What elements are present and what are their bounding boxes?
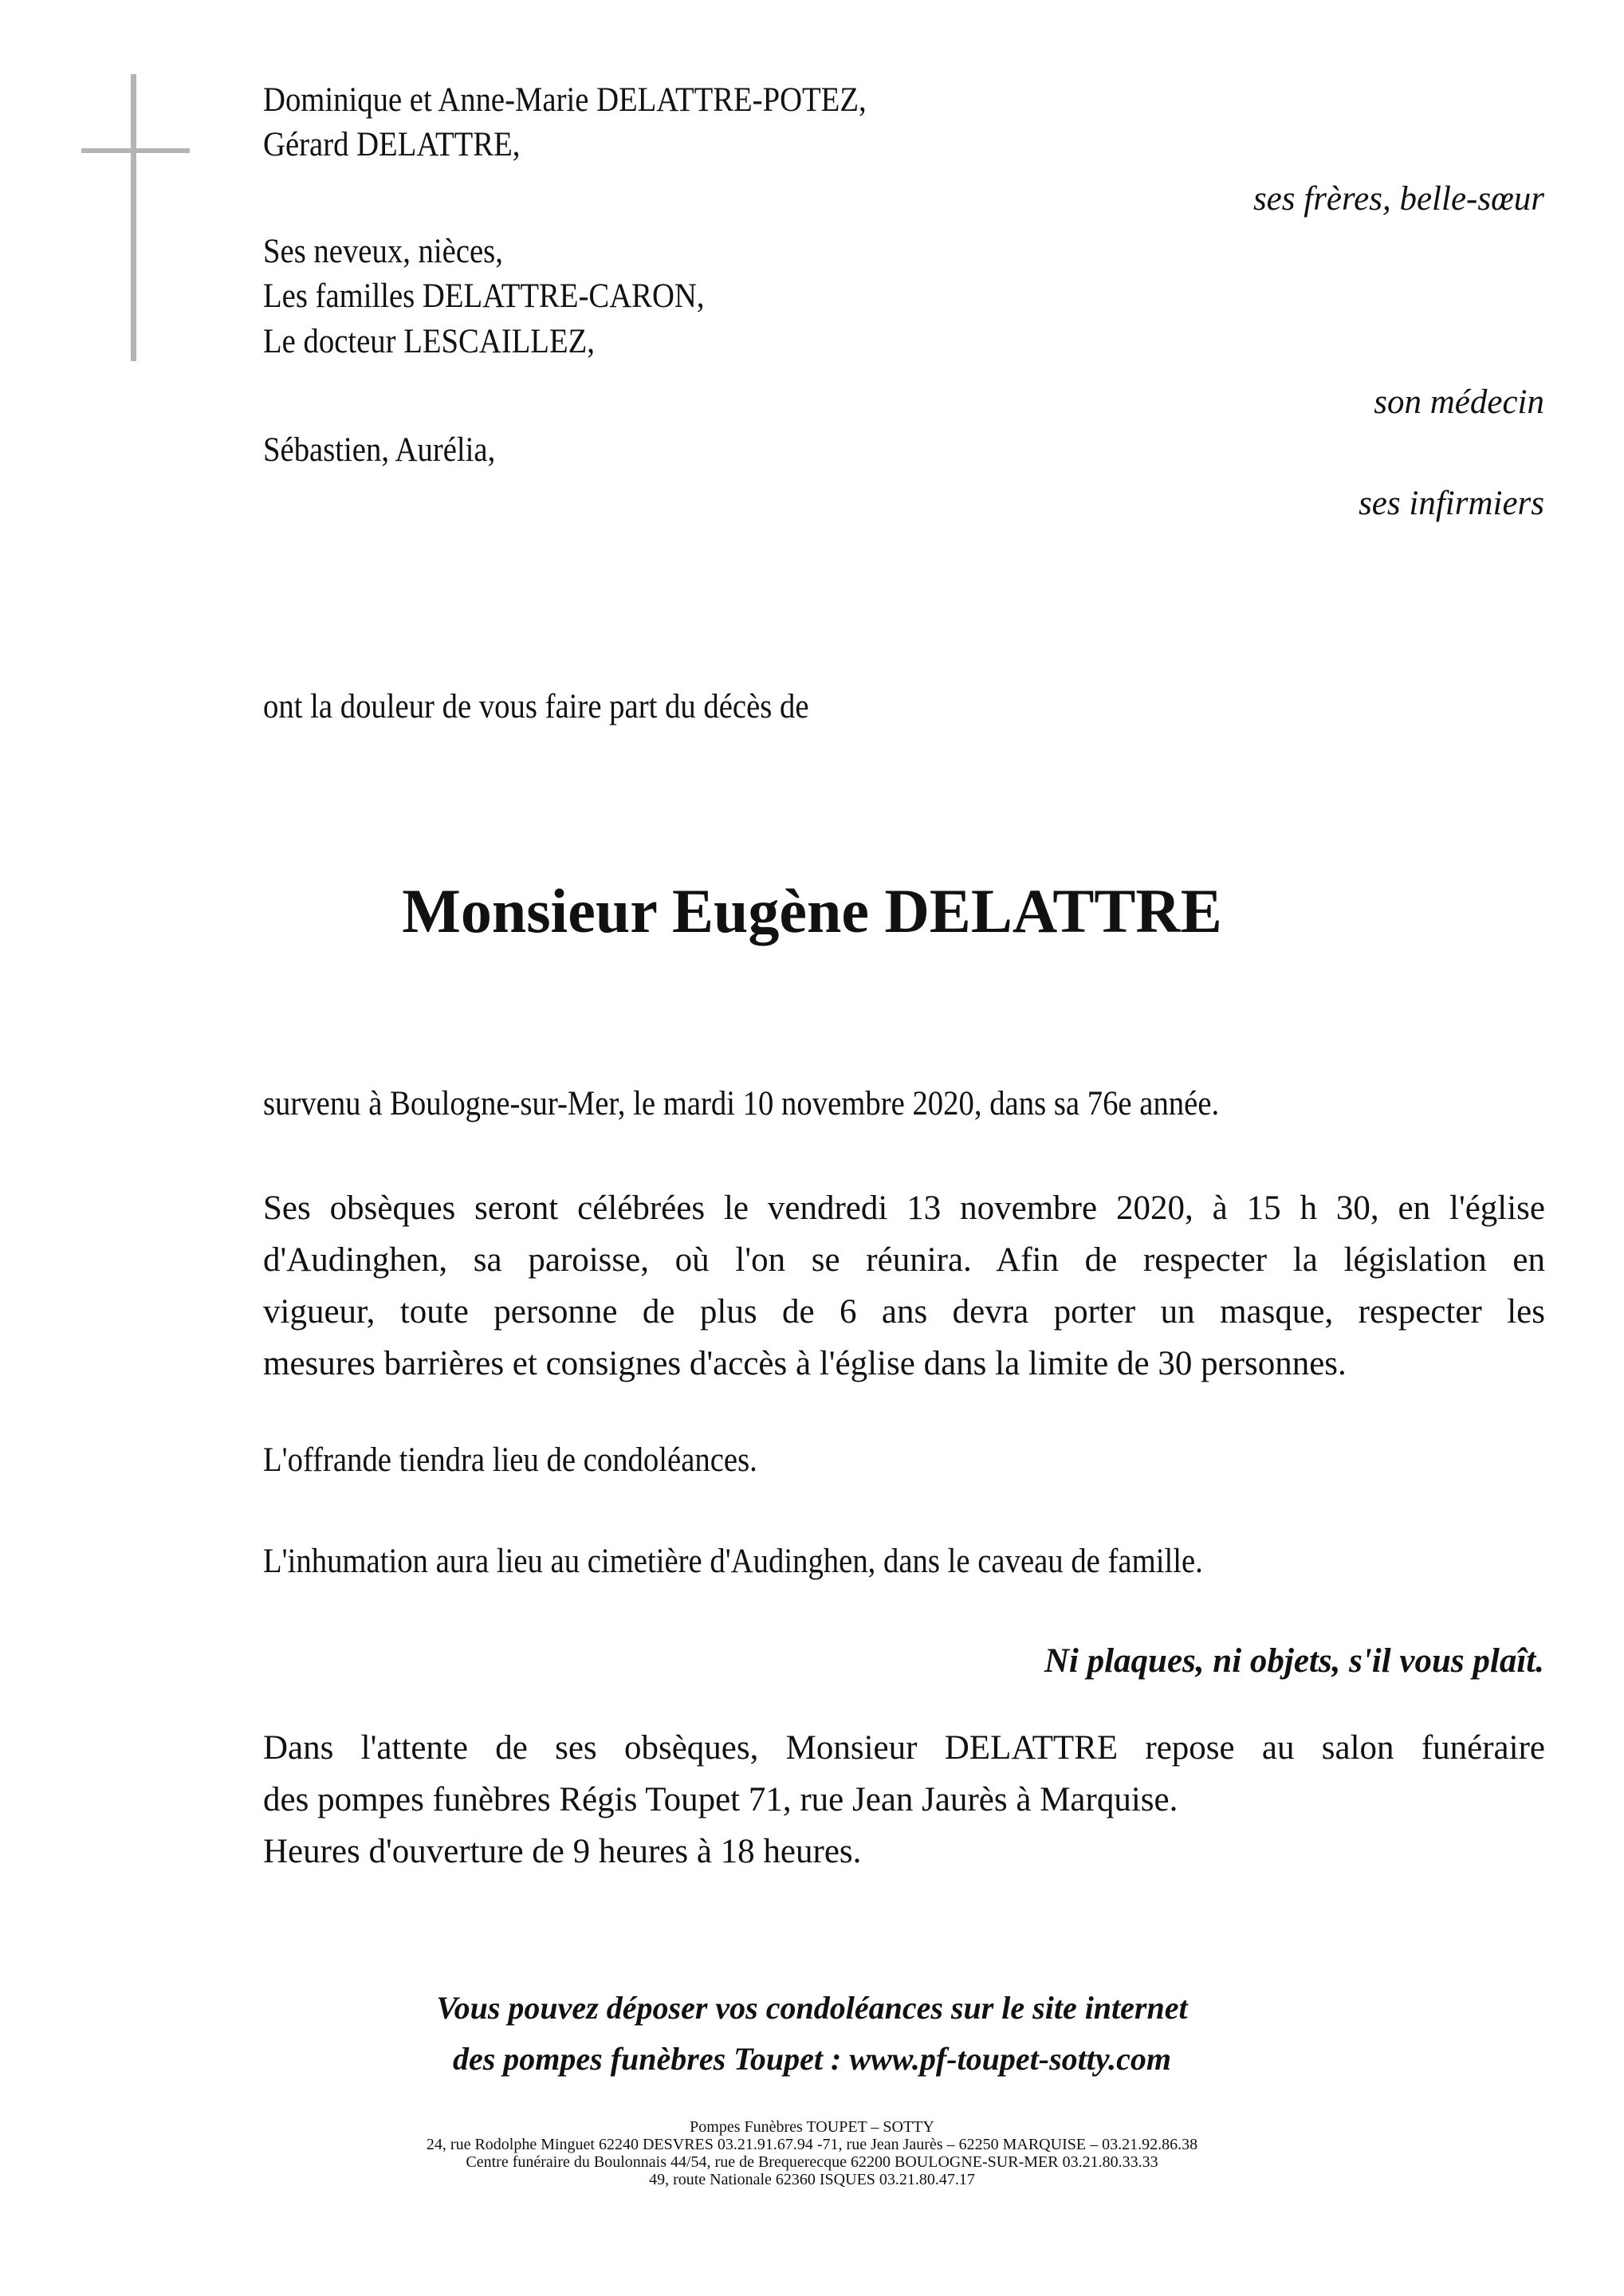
cross-horizontal-bar xyxy=(81,148,190,153)
condolences-line-with-link[interactable]: des pompes funèbres Toupet : www.pf-toupet-sotty.com xyxy=(452,2041,1172,2077)
condolences-line: Vous pouvez déposer vos condoléances sur le site internet xyxy=(436,1990,1188,2026)
relation-label: ses infirmiers xyxy=(1359,485,1544,522)
family-line: Les familles DELATTRE-CARON, xyxy=(263,277,705,315)
footer-address: Centre funéraire du Boulonnais 44/54, rue de Brequerecque 62200 BOULOGNE-SUR-MER 03.21.80.33.33 xyxy=(466,2153,1158,2171)
family-line: Gérard DELATTRE, xyxy=(263,126,521,163)
family-line: Dominique et Anne-Marie DELATTRE-POTEZ, xyxy=(263,81,867,119)
funeral-line: d'Audinghen, sa paroisse, où l'on se réunira. Afin de respecter la législation en xyxy=(263,1241,1545,1279)
burial-text: L'inhumation aura lieu au cimetière d'Audinghen, dans le caveau de famille. xyxy=(263,1543,1203,1580)
repose-line: Heures d'ouverture de 9 heures à 18 heures. xyxy=(263,1833,862,1870)
funeral-line: vigueur, toute personne de plus de 6 ans devra porter un masque, respecter les xyxy=(263,1293,1545,1331)
funeral-line: Ses obsèques seront célébrées le vendredi 13 novembre 2020, à 15 h 30, en l'église xyxy=(263,1189,1545,1227)
family-line: Ses neveux, nièces, xyxy=(263,233,503,270)
repose-paragraph xyxy=(263,1722,1545,1877)
funeral-home-footer xyxy=(0,2118,1624,2188)
repose-line: des pompes funèbres Régis Toupet 71, rue Jean Jaurès à Marquise. xyxy=(263,1781,1178,1818)
footer-address: 49, route Nationale 62360 ISQUES 03.21.80.47.17 xyxy=(649,2171,975,2188)
family-line: Sébastien, Aurélia, xyxy=(263,431,496,469)
footer-company-name: Pompes Funèbres TOUPET – SOTTY xyxy=(690,2118,934,2136)
footer-address: 24, rue Rodolphe Minguet 62240 DESVRES 03.21.91.67.94 -71, rue Jean Jaurès – 62250 MARQUISE – 03.21.92.86.38 xyxy=(426,2136,1198,2153)
family-line: Le docteur LESCAILLEZ, xyxy=(263,323,595,360)
repose-line: Dans l'attente de ses obsèques, Monsieur DELATTRE repose au salon funéraire xyxy=(263,1729,1545,1767)
no-plaques-notice: Ni plaques, ni objets, s'il vous plaît. xyxy=(1044,1642,1544,1680)
relation-label: son médecin xyxy=(1374,383,1544,421)
announcement-text: ont la douleur de vous faire part du décès de xyxy=(263,688,809,725)
deceased-name: Monsieur Eugène DELATTRE xyxy=(402,876,1222,946)
funeral-line: mesures barrières et consignes d'accès à l'église dans la limite de 30 personnes. xyxy=(263,1345,1347,1382)
funeral-paragraph xyxy=(263,1182,1545,1390)
condolences-notice xyxy=(0,1983,1624,2085)
death-info: survenu à Boulogne-sur-Mer, le mardi 10 novembre 2020, dans sa 76e année. xyxy=(263,1085,1220,1122)
offering-text: L'offrande tiendra lieu de condoléances. xyxy=(263,1441,757,1479)
relation-label: ses frères, belle-sœur xyxy=(1252,180,1544,218)
cross-vertical-bar xyxy=(131,74,136,361)
